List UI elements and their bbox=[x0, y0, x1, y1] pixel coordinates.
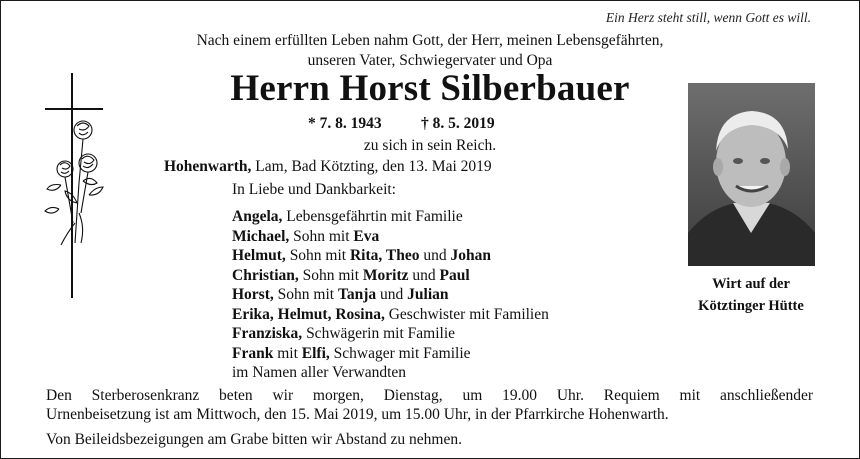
place-rest: Lam, Bad Kötzting, den 13. Mai 2019 bbox=[251, 158, 492, 175]
thanks-line: In Liebe und Dankbarkeit: bbox=[232, 181, 396, 198]
portrait-photo bbox=[688, 83, 815, 266]
mourner-line: Frank mit Elfi, Schwager mit Familie bbox=[232, 344, 471, 362]
photo-caption-line-1: Wirt auf der bbox=[712, 276, 790, 292]
motto: Ein Herz steht still, wenn Gott es will. bbox=[605, 10, 811, 25]
deceased-name: Herrn Horst Silberbauer bbox=[230, 68, 630, 109]
photo-caption bbox=[681, 273, 821, 317]
cross-with-roses-icon bbox=[39, 73, 109, 298]
place-date-line bbox=[164, 158, 492, 176]
mourner-line: Angela, Lebensgefährtin mit Familie bbox=[232, 208, 463, 225]
photo-caption-line-2: Kötztinger Hütte bbox=[698, 298, 804, 314]
mourners-list bbox=[232, 207, 549, 383]
mourner-line: Christian, Sohn mit Moritz und Paul bbox=[232, 266, 470, 284]
mourner-line: Horst, Sohn mit Tanja und Julian bbox=[232, 286, 449, 303]
mourner-line: Michael, Sohn mit Eva bbox=[232, 227, 380, 245]
footer-line-1: Den Sterberosenkranz beten wir morgen, Dienstag, um 19.00 Uhr. Requiem mit anschließender bbox=[46, 387, 813, 404]
place-town: Hohenwarth, bbox=[164, 158, 252, 175]
footer-line-3: Von Beileidsbezeigungen am Grabe bitten wir Abstand zu nehmen. bbox=[46, 431, 462, 448]
intro-line-2: unseren Vater, Schwiegervater und Opa bbox=[307, 52, 553, 69]
death-date: † 8. 5. 2019 bbox=[421, 115, 495, 132]
mourner-line: Helmut, Sohn mit Rita, Theo und Johan bbox=[232, 247, 491, 264]
reich-line: zu sich in sein Reich. bbox=[363, 137, 497, 154]
mourner-line: im Namen aller Verwandten bbox=[232, 364, 407, 381]
footer-line-2: Urnenbeisetzung ist am Mittwoch, den 15. Mai 2019, um 15.00 Uhr, in der Pfarrkirche Hohenwarth. bbox=[46, 406, 669, 423]
intro-line-1: Nach einem erfüllten Leben nahm Gott, der Herr, meinen Lebensgefährten, bbox=[196, 32, 664, 49]
mourner-line: Erika, Helmut, Rosina, Geschwister mit Familien bbox=[232, 305, 549, 323]
birth-date: * 7. 8. 1943 bbox=[308, 115, 382, 132]
mourner-line: Franziska, Schwägerin mit Familie bbox=[232, 325, 456, 342]
